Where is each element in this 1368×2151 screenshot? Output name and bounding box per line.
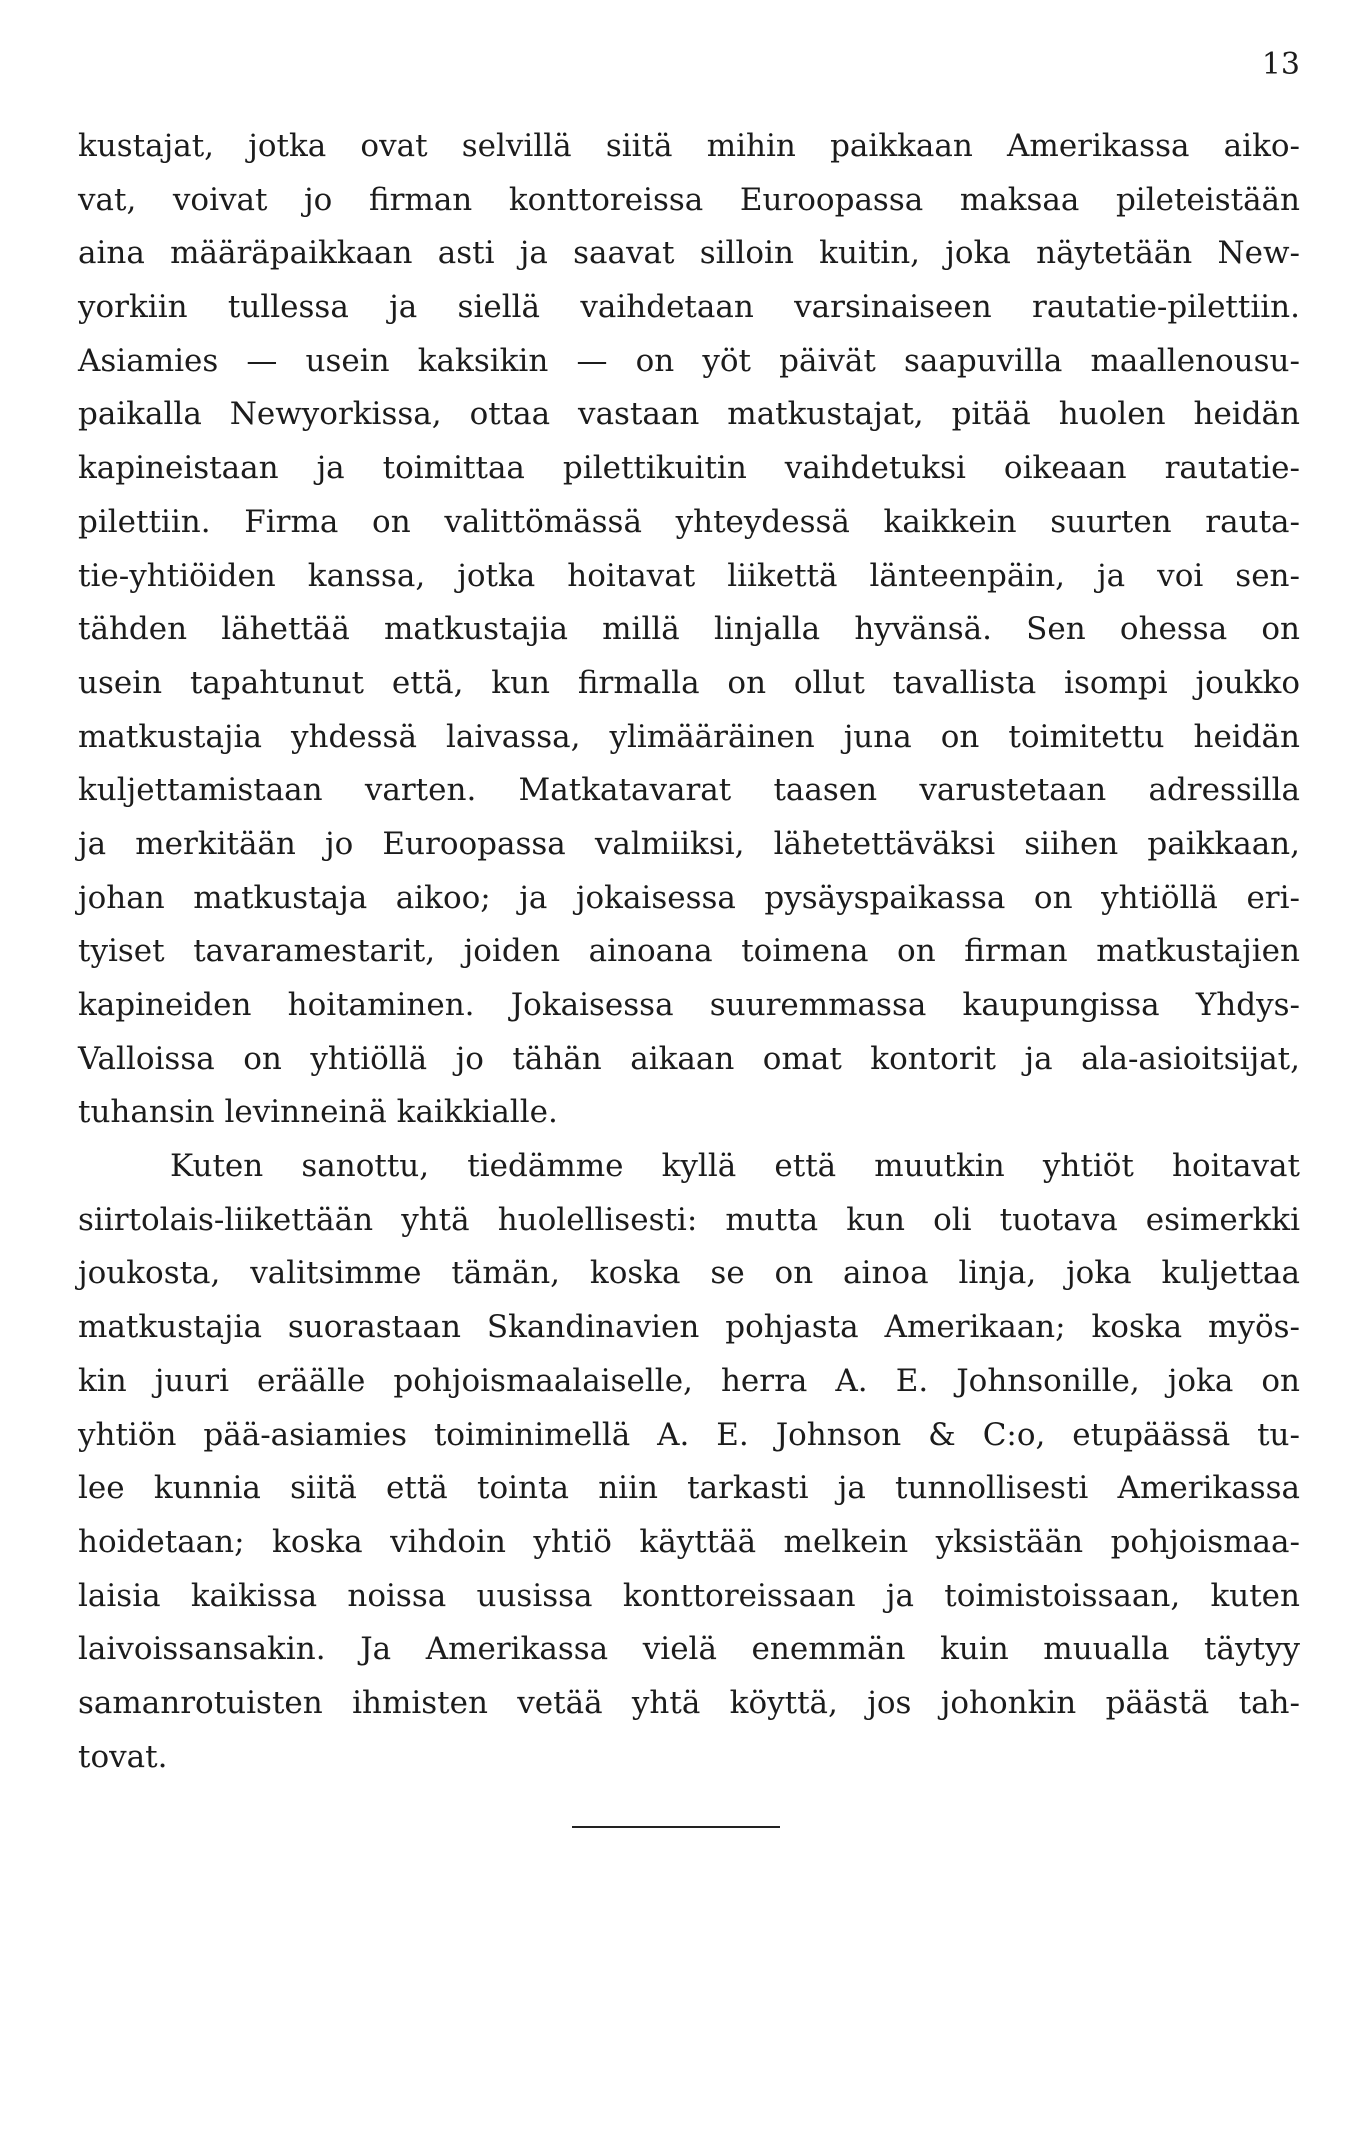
text-line: samanrotuisten ihmisten vetää yhtä köyttä, jos johonkin päästä tah-	[78, 1684, 1300, 1721]
section-divider	[572, 1826, 780, 1828]
body-text	[78, 120, 1300, 1784]
paragraph-2	[78, 1140, 1300, 1784]
text-line: vat, voivat jo firman konttoreissa Euroopassa maksaa pileteistään	[78, 181, 1300, 218]
text-line: matkustajia yhdessä laivassa, ylimääräinen juna on toimitettu heidän	[78, 718, 1300, 755]
text-line: tie-yhtiöiden kanssa, jotka hoitavat liikettä länteenpäin, ja voi sen-	[78, 557, 1300, 594]
text-line: aina määräpaikkaan asti ja saavat silloin kuitin, joka näytetään New-	[78, 235, 1300, 272]
text-line: tovat.	[78, 1738, 168, 1775]
text-line: johan matkustaja aikoo; ja jokaisessa pysäyspaikassa on yhtiöllä eri-	[78, 879, 1300, 916]
text-line: ja merkitään jo Euroopassa valmiiksi, lähetettäväksi siihen paikkaan,	[78, 825, 1300, 862]
text-line: kin juuri eräälle pohjoismaalaiselle, herra A. E. Johnsonille, joka on	[78, 1362, 1300, 1399]
text-line: Asiamies — usein kaksikin — on yöt päivät saapuvilla maallenousu-	[78, 342, 1300, 379]
text-line: Kuten sanottu, tiedämme kyllä että muutkin yhtiöt hoitavat	[170, 1148, 1300, 1185]
text-line: matkustajia suorastaan Skandinavien pohjasta Amerikaan; koska myös-	[78, 1309, 1300, 1346]
text-line: Valloissa on yhtiöllä jo tähän aikaan omat kontorit ja ala-asioitsijat,	[78, 1040, 1300, 1077]
text-line: pilettiin. Firma on valittömässä yhteydessä kaikkein suurten rauta-	[78, 503, 1300, 540]
text-line: siirtolais-liikettään yhtä huolellisesti: mutta kun oli tuotava esimerkki	[78, 1201, 1300, 1238]
text-line: tuhansin levinneinä kaikkialle.	[78, 1094, 558, 1131]
text-line: usein tapahtunut että, kun firmalla on ollut tavallista isompi joukko	[78, 664, 1300, 701]
text-line: hoidetaan; koska vihdoin yhtiö käyttää melkein yksistään pohjoismaa-	[78, 1523, 1300, 1560]
text-line: yhtiön pää-asiamies toiminimellä A. E. Johnson & C:o, etupäässä tu-	[78, 1416, 1300, 1453]
text-line: tähden lähettää matkustajia millä linjalla hyvänsä. Sen ohessa on	[78, 611, 1300, 648]
text-line: paikalla Newyorkissa, ottaa vastaan matkustajat, pitää huolen heidän	[78, 396, 1300, 433]
text-line: lee kunnia siitä että tointa niin tarkasti ja tunnollisesti Amerikassa	[78, 1470, 1300, 1507]
text-line: kapineiden hoitaminen. Jokaisessa suuremmassa kaupungissa Yhdys-	[78, 987, 1300, 1023]
text-line: kuljettamistaan varten. Matkatavarat taasen varustetaan adressilla	[78, 772, 1300, 809]
text-line: joukosta, valitsimme tämän, koska se on ainoa linja, joka kuljettaa	[78, 1255, 1300, 1292]
text-line: kapineistaan ja toimittaa pilettikuitin vaihdetuksi oikeaan rautatie-	[78, 450, 1300, 487]
text-line: kustajat, jotka ovat selvillä siitä mihin paikkaan Amerikassa aiko-	[78, 128, 1300, 164]
text-line: laisia kaikissa noissa uusissa konttoreissaan ja toimistoissaan, kuten	[78, 1577, 1300, 1614]
text-line: tyiset tavaramestarit, joiden ainoana toimena on firman matkustajien	[78, 933, 1300, 970]
text-line: laivoissansakin. Ja Amerikassa vielä enemmän kuin muualla täytyy	[78, 1631, 1300, 1668]
paragraph-1	[78, 120, 1300, 1140]
text-line: yorkiin tullessa ja siellä vaihdetaan varsinaiseen rautatie-pilettiin.	[78, 289, 1300, 326]
page-number: 13	[1261, 47, 1300, 82]
